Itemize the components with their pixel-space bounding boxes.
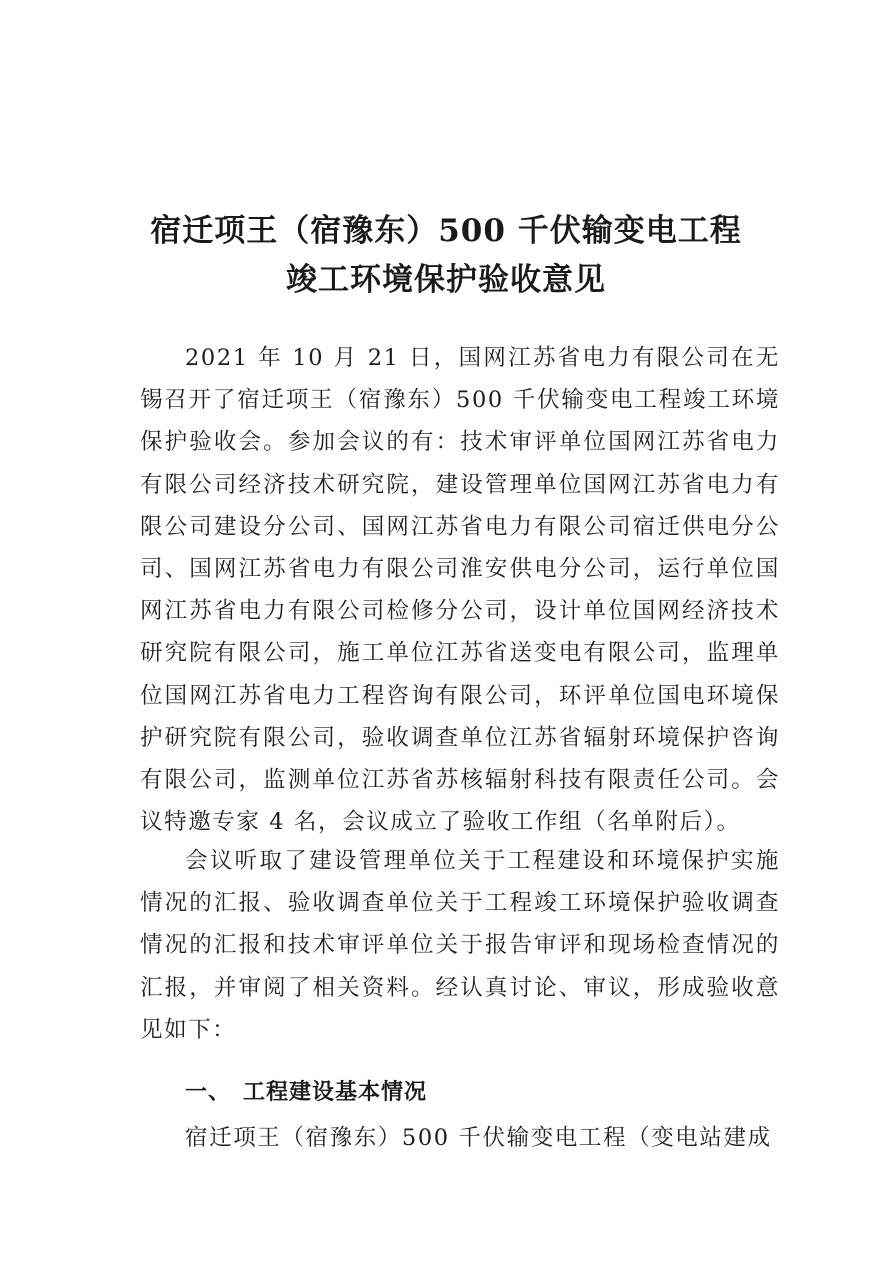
section-number: 一、 — [185, 1080, 232, 1105]
section-title: 工程建设基本情况 — [243, 1080, 428, 1105]
paragraph-project-overview: 宿迁项王（宿豫东）500 千伏输变电工程（变电站建成 — [185, 1125, 772, 1151]
section-heading-1 — [185, 1075, 427, 1106]
document-title-line1: 宿迁项王（宿豫东）500 千伏输变电工程 — [150, 213, 742, 249]
document-title-line2: 竣工环境保护验收意见 — [286, 262, 606, 298]
paragraph-meeting-proceedings: 会议听取了建设管理单位关于工程建设和环境保护实施情况的汇报、验收调查单位关于工程竣工环境保护验收调查情况的汇报和技术审评单位关于报告审评和现场检查情况的汇报，并审阅了相关资料。经认真讨论、审议，形成验收意见如下： — [140, 848, 780, 1043]
paragraph-meeting-participants: 2021 年 10 月 21 日，国网江苏省电力有限公司在无锡召开了宿迁项王（宿豫东）500 千伏输变电工程竣工环境保护验收会。参加会议的有：技术审评单位国网江苏省电力有限公司经济技术研究院，建设管理单位国网江苏省电力有限公司建设分公司、国网江苏省电力有限公司宿迁供电分公司、国网江苏省电力有限公司淮安供电分公司，运行单位国网江苏省电力有限公司检修分公司，设计单位国网经济技术研究院有限公司，施工单位江苏省送变电有限公司，监理单位国网江苏省电力工程咨询有限公司，环评单位国电环境保护研究院有限公司，验收调查单位江苏省辐射环境保护咨询有限公司，监测单位江苏省苏核辐射科技有限责任公司。会议特邀专家 4 名，会议成立了验收工作组（名单附后）。 — [140, 345, 780, 836]
